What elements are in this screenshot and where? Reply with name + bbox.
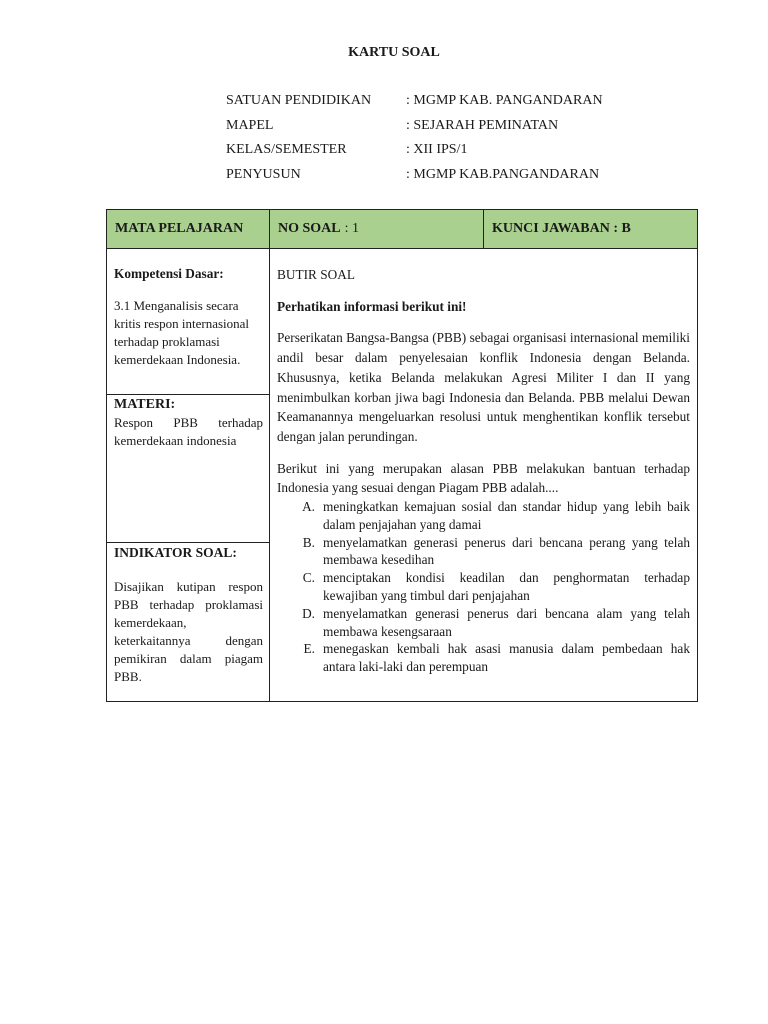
header-mata-pelajaran: MATA PELAJARAN: [107, 210, 270, 249]
question-text: Berikut ini yang merupakan alasan PBB melakukan bantuan terhadap Indonesia yang sesuai dengan Piagam PBB adalah....: [277, 460, 690, 496]
option-e: E. menegaskan kembali hak asasi manusia dalam pembedaan hak antara laki-laki dan perempuan: [303, 641, 690, 675]
option-d: D. menyelamatkan generasi penerus dari bencana alam yang telah membawa kesengsaraan: [302, 605, 690, 639]
question-card: [106, 209, 698, 702]
meta-label: KELAS/SEMESTER: [226, 142, 347, 157]
indikator-heading: INDIKATOR SOAL:: [114, 545, 237, 560]
instruction: Perhatikan informasi berikut ini!: [277, 298, 467, 314]
kompetensi-heading: Kompetensi Dasar:: [114, 266, 224, 281]
materi-section: [107, 395, 269, 543]
meta-label: MAPEL: [226, 117, 274, 133]
indikator-section: [107, 543, 269, 701]
indikator-text: Disajikan kutipan respon PBB terhadap proklamasi kemerdekaan, keterkaitannya dengan pemikiran dalam piagam PBB.: [114, 579, 263, 684]
kompetensi-section: [107, 249, 269, 395]
header-kunci-jawaban: KUNCI JAWABAN : B: [484, 210, 697, 249]
meta-row: [226, 142, 603, 167]
stimulus-paragraph: Perserikatan Bangsa-Bangsa (PBB) sebagai organisasi internasional memiliki andil besar dalam penyelesaian konflik Indonesia dengan Belanda. Khususnya, ketika Belanda melakukan Agresi Militer I dan II yang menimbulkan korban jiwa bagi Indonesia dan Belanda. PBB melalui Dewan Keamanannya mengeluarkan resolusi untuk menghentikan konflik tersebut dengan jalan perundingan.: [277, 330, 690, 444]
left-column: [107, 249, 270, 701]
option-b: B. menyelamatkan generasi penerus dari bencana perang yang telah membawa kesedihan: [302, 534, 690, 568]
meta-value: : XII IPS/1: [406, 142, 468, 157]
page-title: KARTU SOAL: [348, 45, 440, 60]
meta-row: [226, 93, 603, 118]
option-a: A. meningkatkan kemajuan sosial dan standar hidup yang lebih baik dalam penjajahan yang damai: [302, 499, 690, 532]
meta-row: [226, 167, 603, 192]
meta-value: : MGMP KAB.PANGANDARAN: [406, 166, 600, 182]
document-meta: [226, 93, 603, 191]
materi-text: Respon PBB terhadap kemerdekaan indonesia: [114, 415, 263, 448]
materi-heading: MATERI:: [114, 397, 176, 412]
butir-soal-column: [270, 249, 697, 701]
meta-row: [226, 118, 603, 143]
kompetensi-text: 3.1 Menganalisis secara kritis respon internasional terhadap proklamasi kemerdekaan Indonesia.: [114, 298, 250, 367]
option-c: C. menciptakan kondisi keadilan dan penghormatan terhadap kewajiban yang timbul dari penjajahan: [302, 570, 690, 604]
header-no-soal: NO SOAL : 1: [270, 210, 484, 249]
meta-value: : MGMP KAB. PANGANDARAN: [406, 93, 603, 108]
no-soal-value: : 1: [344, 221, 360, 236]
meta-label: SATUAN PENDIDIKAN: [226, 93, 372, 108]
meta-value: : SEJARAH PEMINATAN: [406, 117, 559, 133]
butir-soal-heading: BUTIR SOAL: [277, 267, 355, 282]
meta-label: PENYUSUN: [226, 166, 301, 182]
answer-options: [277, 498, 690, 676]
